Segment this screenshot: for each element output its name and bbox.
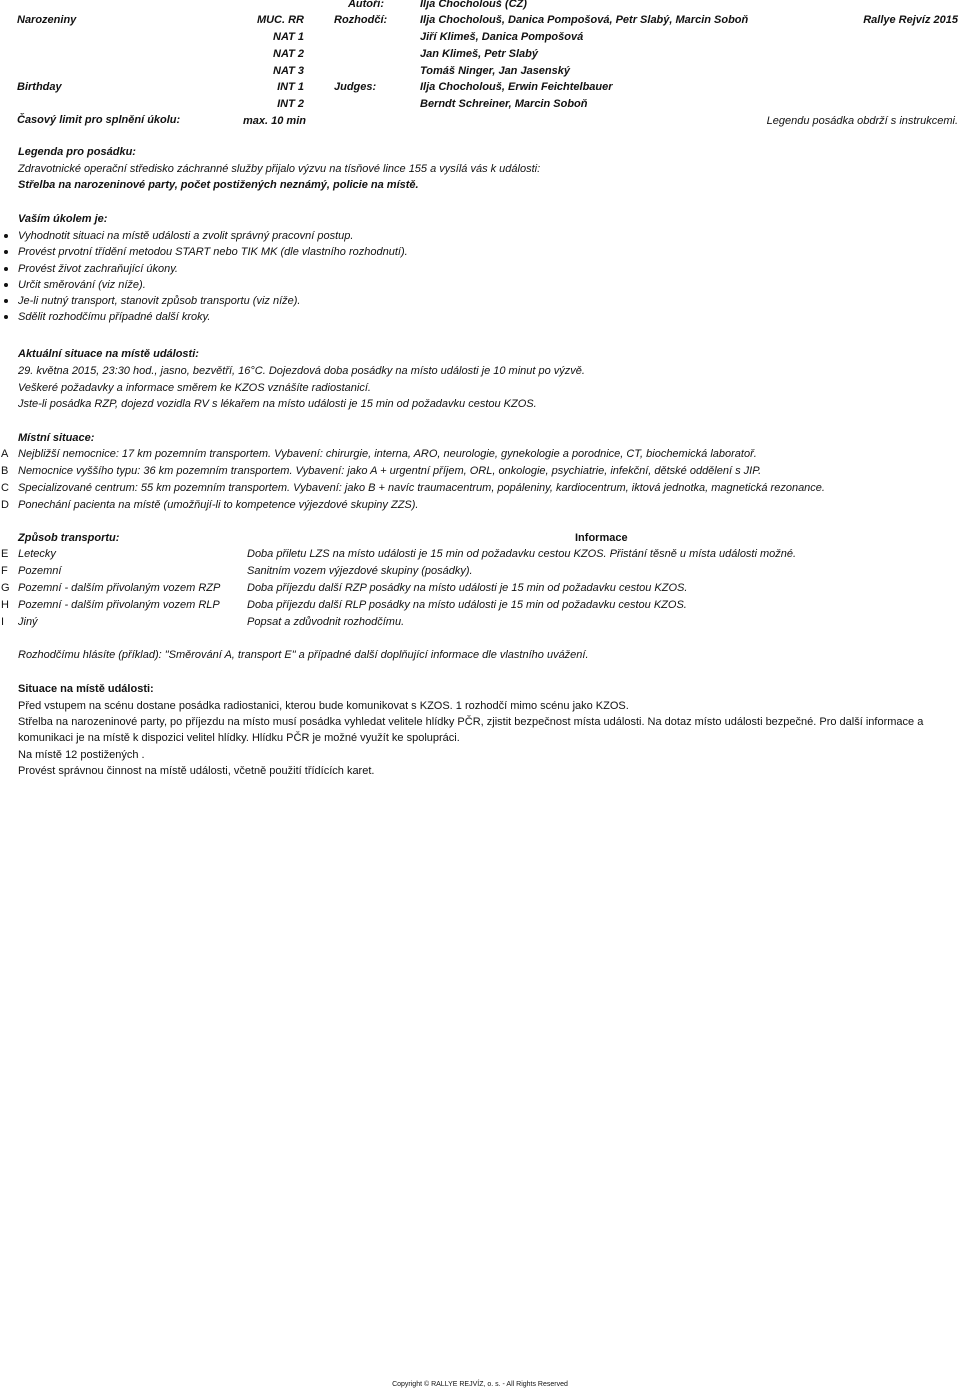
int1-label: INT 1 xyxy=(277,81,304,93)
authors-label: Autoři: xyxy=(347,0,384,10)
table-row xyxy=(0,463,960,479)
row-text: Ponechání pacienta na místě (umožňují-li to kompetence výjezdové skupiny ZZS). xyxy=(18,499,419,511)
list-item: Určit směrování (viz níže). xyxy=(18,277,408,293)
row-info: Doba přiletu LZS na místo události je 15 min od požadavku cestou KZOS. Přistání těsně u místa události možné. xyxy=(247,548,797,560)
row-letter: H xyxy=(1,599,9,611)
legend-section xyxy=(18,144,960,194)
current-heading: Aktuální situace na místě události: xyxy=(18,348,199,360)
row-letter: E xyxy=(1,548,9,560)
scene-line-5: Provést správnou činnost na místě události, včetně použití třídících karet. xyxy=(18,764,375,777)
report-text: Rozhodčímu hlásíte (příklad): "Směrování A, transport E" a případné další doplňující informace dle vlastního uvážení. xyxy=(18,649,589,661)
list-item: Provést prvotní třídění metodou START nebo TIK MK (dle vlastního rozhodnutí). xyxy=(18,244,408,260)
role-label: MUC. RR xyxy=(256,14,304,26)
row-letter: A xyxy=(1,448,9,460)
table-row xyxy=(0,497,960,513)
row-letter: I xyxy=(1,616,5,628)
scene-line-4: Na místě 12 postižených . xyxy=(18,748,145,761)
judges-label-cz: Rozhodčí: xyxy=(334,14,388,26)
row-letter: B xyxy=(1,465,9,477)
table-row xyxy=(0,597,960,613)
nat1-label: NAT 1 xyxy=(273,31,304,43)
legend-line-1: Zdravotnické operační středisko záchranné služby přijalo výzvu na tísňové lince 155 a vysílá vás k události: xyxy=(18,162,541,175)
time-limit-label: Časový limit pro splnění úkolu: xyxy=(17,114,181,126)
table-row xyxy=(0,563,960,579)
table-row xyxy=(0,614,960,630)
nat3-label: NAT 3 xyxy=(273,65,304,77)
nat2-label: NAT 2 xyxy=(273,48,304,60)
nat3-value: Tomáš Ninger, Jan Jasenský xyxy=(420,65,570,77)
current-line-2: Veškeré požadavky a informace směrem ke KZOS vznášíte radiostanicí. xyxy=(18,381,371,394)
scene-heading: Situace na místě události: xyxy=(18,683,154,695)
int1-value: Ilja Chocholouš, Erwin Feichtelbauer xyxy=(420,81,613,93)
list-item: Sdělit rozhodčímu případné další kroky. xyxy=(18,309,408,325)
row-text: Jiný xyxy=(18,616,38,628)
transport-heading: Způsob transportu: xyxy=(18,532,120,544)
row-letter: F xyxy=(1,565,8,577)
list-item: Vyhodnotit situaci na místě události a zvolit správný pracovní postup. xyxy=(18,228,408,244)
time-limit-value: max. 10 min xyxy=(243,115,306,127)
current-line-1: 29. května 2015, 23:30 hod., jasno, bezvětří, 16°C. Dojezdová doba posádky na místo události je 10 minut po výzvě. xyxy=(18,365,585,377)
nat1-value: Jiří Klimeš, Danica Pompošová xyxy=(420,31,584,43)
row-text: Pozemní - dalším přivolaným vozem RLP xyxy=(18,599,220,611)
current-line-3: Jste-li posádka RZP, dojezd vozidla RV s lékařem na místo události je 15 min od požadavku cestou KZOS. xyxy=(18,398,537,411)
table-row xyxy=(0,580,960,596)
authors-value: Ilja Chocholouš (CZ) xyxy=(420,0,527,10)
task-list xyxy=(18,228,408,326)
row-text: Nejbližší nemocnice: 17 km pozemním transportem. Vybavení: chirurgie, interna, ARO, neurologie, gynekologie a porodnice, CT, biochemická laboratoř. xyxy=(18,448,757,460)
table-row xyxy=(0,446,960,462)
judges-label-en: Judges: xyxy=(334,81,377,93)
copyright-footer: Copyright © RALLYE REJVÍZ, o. s. - All Rights Reserved xyxy=(392,1381,568,1388)
row-text: Pozemní xyxy=(18,565,62,577)
current-lines xyxy=(18,363,960,413)
scene-line-2: Střelba na narozeninové party, po příjezdu na místo musí posádka vyhledat velitele hlídky PČR, zjistit bezpečnost místa události. Na dotaz místo události bezpečné. Pro další informace a xyxy=(18,716,924,729)
legend-line-2: Střelba na narozeninové party, počet postižených neznámý, policie na místě. xyxy=(18,179,419,192)
event-name: Rallye Rejvíz 2015 xyxy=(863,14,958,26)
list-item: Je-li nutný transport, stanovit způsob transportu (viz níže). xyxy=(18,293,408,309)
local-heading: Místní situace: xyxy=(18,432,95,444)
row-text: Specializované centrum: 55 km pozemním transportem. Vybavení: jako B + navíc traumacentrum, popáleniny, kardiocentrum, iktová jednotka, magnetická rezonance. xyxy=(18,482,825,494)
int2-value: Berndt Schreiner, Marcin Soboň xyxy=(420,98,588,110)
scene-line-3: komunikaci je na místě k dispozici velitel hlídky. Hlídku PČR je možné využít ke spolupráci. xyxy=(18,732,460,745)
legend-heading: Legenda pro posádku: xyxy=(18,146,136,158)
int2-label: INT 2 xyxy=(277,98,304,110)
scene-line-1: Před vstupem na scénu dostane posádka radiostanici, kterou bude komunikovat s KZOS. 1 rozhodčí mimo scénu jako KZOS. xyxy=(18,700,629,712)
row-letter: C xyxy=(1,482,9,494)
judges-value-cz: Ilja Chocholouš, Danica Pompošová, Petr Slabý, Marcin Soboň xyxy=(420,14,749,26)
legend-note: Legendu posádka obdrží s instrukcemi. xyxy=(766,115,958,127)
list-item: Provést život zachraňující úkony. xyxy=(18,261,408,277)
table-row xyxy=(0,480,960,496)
row-letter: G xyxy=(1,582,10,594)
current-section xyxy=(18,346,960,363)
task-heading: Vaším úkolem je: xyxy=(18,213,108,225)
row-info: Doba příjezdu další RZP posádky na místo události je 15 min od požadavku cestou KZOS. xyxy=(247,582,688,594)
row-text: Nemocnice vyššího typu: 36 km pozemním transportem. Vybavení: jako A + urgentní příjem, ORL, onkologie, psychiatrie, infekční, dětské oddělení s JIP. xyxy=(18,465,762,477)
row-text: Pozemní - dalším přivolaným vozem RZP xyxy=(18,582,221,594)
table-row xyxy=(0,546,960,562)
row-info: Popsat a zdůvodnit rozhodčímu. xyxy=(247,616,405,628)
scene-lines xyxy=(18,698,960,779)
row-info: Sanitním vozem výjezdové skupiny (posádky). xyxy=(247,565,473,577)
nat2-value: Jan Klimeš, Petr Slabý xyxy=(420,48,538,60)
row-text: Letecky xyxy=(18,548,56,560)
info-heading: Informace xyxy=(575,532,628,544)
title-en: Birthday xyxy=(17,81,62,93)
row-info: Doba příjezdu další RLP posádky na místo události je 15 min od požadavku cestou KZOS. xyxy=(247,599,687,611)
row-letter: D xyxy=(1,499,9,511)
title-cz: Narozeniny xyxy=(17,14,77,26)
